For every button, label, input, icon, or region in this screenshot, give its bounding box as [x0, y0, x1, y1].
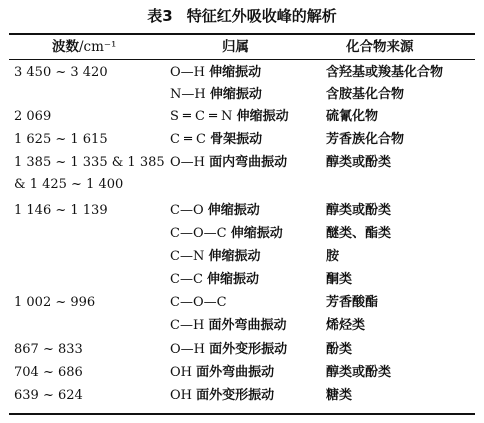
assignment-cell: [170, 269, 259, 291]
vibration-label: 伸缩振动: [236, 109, 289, 124]
header-assignment: 归属: [222, 39, 249, 55]
wavenumber-cell: 3 450 ~ 3 420: [14, 65, 108, 80]
header-compound: 化合物来源: [346, 39, 414, 55]
compound-cell: 芳香酸酯: [326, 295, 379, 310]
wavenumber-cell: 639 ~ 624: [14, 388, 83, 403]
wavenumber-cell: 1 625 ~ 1 615: [14, 132, 108, 147]
table-title: 特征红外吸收峰的解析: [186, 7, 337, 25]
vibration-label: 伸缩振动: [209, 65, 262, 80]
wavenumber-cell: 2 069: [14, 109, 52, 124]
wavenumber-cell: 704 ~ 686: [14, 365, 83, 380]
assignment-cell: [170, 246, 260, 268]
bond-label: C—O: [170, 203, 204, 218]
compound-cell: 醚类、酯类: [326, 226, 392, 241]
bond-label: N—H: [170, 87, 206, 102]
vibration-label: 伸缩振动: [209, 87, 262, 102]
vibration-label: 骨架振动: [210, 132, 263, 147]
assignment-cell: [170, 385, 274, 407]
assignment-cell: [170, 362, 274, 384]
header-wavenumber-unit: /cm⁻¹: [79, 39, 117, 55]
wavenumber-cell: 867 ~ 833: [14, 342, 83, 357]
wavenumber-cell: 1 002 ~ 996: [14, 295, 96, 310]
bond-label: O—H: [170, 155, 205, 170]
vibration-label: 面外弯曲振动: [196, 365, 275, 380]
compound-cell: 醇类或酚类: [326, 203, 392, 218]
assignment-cell: [170, 200, 260, 222]
bond-label: S ═ C ═ N: [170, 109, 233, 124]
vibration-label: 面外变形振动: [209, 342, 288, 357]
vibration-label: 伸缩振动: [208, 249, 261, 264]
compound-cell: 酚类: [326, 342, 353, 357]
compound-cell: 醇类或酚类: [326, 155, 392, 170]
assignment-cell: [170, 129, 262, 151]
bond-label: O—H: [170, 342, 205, 357]
assignment-cell: [170, 292, 227, 314]
assignment-cell: [170, 62, 261, 84]
assignment-cell: [170, 339, 287, 361]
header-wavenumber: [52, 37, 116, 57]
table-number: 表3: [147, 7, 173, 25]
bond-label: C ═ C: [170, 132, 206, 147]
compound-cell: 醇类或酚类: [326, 365, 392, 380]
vibration-label: 面内弯曲振动: [209, 155, 288, 170]
assignment-cell: [170, 106, 289, 128]
top-rule: [9, 33, 475, 35]
bond-label: C—O—C: [170, 226, 227, 241]
assignment-cell: [170, 84, 262, 106]
vibration-label: 伸缩振动: [207, 272, 260, 287]
table-caption: [0, 6, 484, 26]
compound-cell: 酮类: [326, 272, 353, 287]
wavenumber-cell: 1 385 ~ 1 335 & 1 385: [14, 155, 165, 170]
vibration-label: 面外变形振动: [196, 388, 275, 403]
bond-label: C—H: [170, 318, 205, 333]
header-rule: [9, 59, 475, 60]
assignment-cell: [170, 152, 287, 174]
vibration-label: 伸缩振动: [230, 226, 283, 241]
vibration-label: 面外弯曲振动: [208, 318, 287, 333]
compound-cell: 糖类: [326, 388, 353, 403]
wavenumber-cell: & 1 425 ~ 1 400: [14, 177, 124, 192]
wavenumber-cell: 1 146 ~ 1 139: [14, 203, 108, 218]
vibration-label: 伸缩振动: [207, 203, 260, 218]
bond-label: O—H: [170, 65, 205, 80]
bond-label: C—O—C: [170, 295, 227, 310]
compound-cell: 烯烃类: [326, 318, 366, 333]
compound-cell: 含羟基或羧基化合物: [326, 65, 444, 80]
bottom-rule: [9, 413, 475, 415]
assignment-cell: [170, 315, 286, 337]
bond-label: OH: [170, 365, 192, 380]
bond-label: OH: [170, 388, 192, 403]
compound-cell: 硫氰化物: [326, 109, 379, 124]
compound-cell: 含胺基化合物: [326, 87, 405, 102]
bond-label: C—C: [170, 272, 203, 287]
assignment-cell: [170, 223, 283, 245]
header-wavenumber-label: 波数: [52, 39, 79, 55]
bond-label: C—N: [170, 249, 205, 264]
compound-cell: 胺: [326, 249, 340, 264]
compound-cell: 芳香族化合物: [326, 132, 405, 147]
